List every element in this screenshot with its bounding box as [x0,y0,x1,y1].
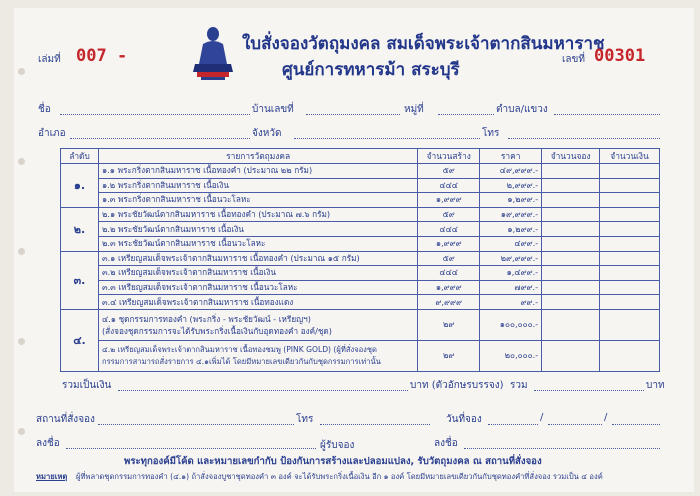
binding-hole [18,68,25,75]
moo-field[interactable] [438,114,494,115]
sign-label: ลงชื่อ [36,438,60,449]
phone-field[interactable] [508,138,660,139]
item-note: กรรมการสามารถสั่งรายการ ๔.๑เพิ่มได้ โดยมีหมายเลขเดียวกันกับชุดกรรมการเท่านั้น [101,356,381,366]
item-qty: ๔๔๔ [418,178,480,193]
order-form [14,8,694,492]
date-slash: / [604,412,608,423]
reserve-cell[interactable] [542,251,600,266]
item-name: ๒.๒ พระชัยวัฒน์ตากสินมหาราช เนื้อเงิน [98,222,417,237]
item-qty: ๒๙ [418,309,480,340]
item-name: ๑.๑ พระกริ่งตากสินมหาราช เนื้อทองคำ (ประมาณ ๒๒ กรัม) [98,164,417,179]
group-number: ๔. [61,309,99,371]
table-row [61,222,660,237]
total-label: รวมเป็นเงิน [62,380,112,391]
sign2-label: ลงชื่อ [434,438,458,449]
reserve-cell[interactable] [542,266,600,281]
reserve-cell[interactable] [542,207,600,222]
amphoe-label: อำเภอ [38,128,66,139]
booking-phone-field[interactable] [320,424,430,425]
group-number: ๒. [61,207,99,251]
table-row [61,309,660,340]
total-field[interactable] [118,390,408,391]
form-title: ใบสั่งจองวัตถุมงคล สมเด็จพระเจ้าตากสินมหาราช [242,34,605,54]
items-table [60,148,660,372]
amount-cell[interactable] [600,340,660,371]
item-price: ๗๙๙.- [480,280,542,295]
baht-label: บาท [646,380,665,391]
reserve-cell[interactable] [542,280,600,295]
date-slash: / [540,412,544,423]
table-row [61,178,660,193]
item-price: ๙๙.- [480,295,542,310]
date-year-field[interactable] [612,424,660,425]
item-price: ๑๐๐,๐๐๐.- [480,309,542,340]
booker-label: ผู้รับจอง [320,440,355,451]
table-row [61,207,660,222]
item-qty: ๑,๙๙๙ [418,236,480,251]
sign2-field[interactable] [464,448,660,449]
group-number: ๑. [61,164,99,208]
form-subtitle: ศูนย์การทหารม้า สระบุรี [282,60,460,80]
name-label: ชื่อ [38,104,51,115]
item-price: ๒,๙๙๙.- [480,178,542,193]
amount-cell[interactable] [600,164,660,179]
table-row [61,340,660,371]
reserve-cell[interactable] [542,340,600,371]
item-qty: ๕๙ [418,251,480,266]
table-row [61,251,660,266]
footer-line: พระทุกองค์มีโค้ด และหมายเลขกำกับ ป้องกันการสร้างและปลอมแปลง, รับวัตถุมงคล ณ สถานที่สั่งจอง [124,456,542,467]
table-row [61,236,660,251]
item-price: ๒๙,๙๙๙.- [480,251,542,266]
province-label: จังหวัด [252,128,282,139]
baht-text-label: บาท (ตัวอักษรบรรจง) [410,380,504,391]
amount-cell[interactable] [600,280,660,295]
item-qty: ๒๙ [418,340,480,371]
amount-cell[interactable] [600,207,660,222]
amount-cell[interactable] [600,266,660,281]
note-text: ผู้ที่พลาดชุดกรรมการทองคำ (๔.๑) ถ้าสั่งจองบูชาชุดทองคำ ๓ องค์ จะได้รับพระกริ่งเนื้อเงิน อีก ๑ องค์ โดยมีหมายเลขเดียวกันกับชุดทองคำที่สั่งจอง รวมเป็น ๔ องค์ [76,472,603,481]
tambon-label: ตำบล/แขวง [496,104,548,115]
item-qty: ๕๙ [418,207,480,222]
item-qty: ๙,๙๙๙ [418,295,480,310]
sign-field[interactable] [66,448,316,449]
serial-number: 00301 [594,46,646,66]
name-field[interactable] [60,114,250,115]
table-header-row [61,149,660,164]
item-name: ๔.๑ ชุดกรรมการทองคำ (พระกริ่ง - พระชัยวัฒน์ - เหรียญฯ) [101,313,311,324]
tambon-field[interactable] [554,114,660,115]
group-number: ๓. [61,251,99,309]
moo-label: หมู่ที่ [404,104,424,115]
amount-cell[interactable] [600,193,660,208]
amount-cell[interactable] [600,251,660,266]
table-row [61,280,660,295]
king-statue-logo [189,24,237,82]
col-qty: จำนวนสร้าง [418,149,480,164]
col-no: ลำดับ [61,149,99,164]
item-price: ๑๙,๙๙๙.- [480,207,542,222]
table-row [61,266,660,281]
item-name: ๑.๒ พระกริ่งตากสินมหาราช เนื้อเงิน [98,178,417,193]
col-item: รายการวัตถุมงคล [98,149,417,164]
date-day-field[interactable] [488,424,538,425]
item-name: ๔.๒ เหรียญสมเด็จพระเจ้าตากสินมหาราช เนื้อทองชมพู (PINK GOLD) (ผู้ที่สั่งจองชุด [101,344,377,354]
item-price: ๔๙,๙๙๙.- [480,164,542,179]
phone-label: โทร [482,128,500,139]
sum-label: รวม [510,380,528,391]
reserve-cell[interactable] [542,222,600,237]
col-price: ราคา [480,149,542,164]
sum-field[interactable] [534,390,644,391]
table-row [61,295,660,310]
item-name: ๓.๓ เหรียญสมเด็จพระเจ้าตากสินมหาราช เนื้อนวะโลหะ [98,280,417,295]
house-no-label: บ้านเลขที่ [252,104,294,115]
amount-cell[interactable] [600,222,660,237]
item-name: ๑.๓ พระกริ่งตากสินมหาราช เนื้อนวะโลหะ [98,193,417,208]
amount-cell[interactable] [600,309,660,340]
note-label: หมายเหตุ [36,472,68,481]
col-amount: จำนวนเงิน [600,149,660,164]
number-label: เลขที่ [562,54,585,65]
binding-hole [18,338,25,345]
house-no-field[interactable] [306,114,400,115]
item-price: ๒๐,๐๐๐.- [480,340,542,371]
reserve-cell[interactable] [542,309,600,340]
date-month-field[interactable] [548,424,602,425]
amphoe-field[interactable] [70,138,250,139]
reserve-cell[interactable] [542,236,600,251]
item-qty: ๕๙ [418,164,480,179]
reserve-cell[interactable] [542,178,600,193]
col-reserve: จำนวนจอง [542,149,600,164]
item-price: ๑,๒๙๙.- [480,222,542,237]
date-label: วันที่จอง [446,414,482,425]
binding-hole [18,248,25,255]
item-name: ๓.๔ เหรียญสมเด็จพระเจ้าตากสินมหาราช เนื้อทองแดง [98,295,417,310]
item-price: ๑,๔๙๙.- [480,266,542,281]
table-row [61,193,660,208]
reserve-cell[interactable] [542,295,600,310]
item-name: ๒.๓ พระชัยวัฒน์ตากสินมหาราช เนื้อนวะโลหะ [98,236,417,251]
binding-hole [18,158,25,165]
province-field[interactable] [294,138,480,139]
item-name: ๓.๒ เหรียญสมเด็จพระเจ้าตากสินมหาราช เนื้อเงิน [98,266,417,281]
item-price: ๔๙๙.- [480,236,542,251]
item-qty: ๑,๙๙๙ [418,280,480,295]
table-row [61,164,660,179]
item-price: ๑,๒๙๙.- [480,193,542,208]
item-qty: ๔๔๔ [418,222,480,237]
item-qty: ๑,๙๙๙ [418,193,480,208]
amount-cell[interactable] [600,178,660,193]
book-number: 007 - [76,46,128,66]
booking-phone-label: โทร [296,414,314,425]
book-label: เล่มที่ [38,54,61,65]
amount-cell[interactable] [600,236,660,251]
binding-hole [18,428,25,435]
reserve-cell[interactable] [542,193,600,208]
place-label: สถานที่สั่งจอง [36,414,95,425]
item-qty: ๔๔๔ [418,266,480,281]
reserve-cell[interactable] [542,164,600,179]
place-field[interactable] [98,424,294,425]
item-name: ๓.๑ เหรียญสมเด็จพระเจ้าตากสินมหาราช เนื้อทองคำ (ประมาณ ๑๕ กรัม) [98,251,417,266]
item-note: (สั่งจองชุดกรรมการจะได้รับพระกริ่งเนื้อเงินกับอุดทองคำ องค์/ชุด) [101,325,332,336]
amount-cell[interactable] [600,295,660,310]
item-name: ๒.๑ พระชัยวัฒน์ตากสินมหาราช เนื้อทองคำ (ประมาณ ๗.๖ กรัม) [98,207,417,222]
